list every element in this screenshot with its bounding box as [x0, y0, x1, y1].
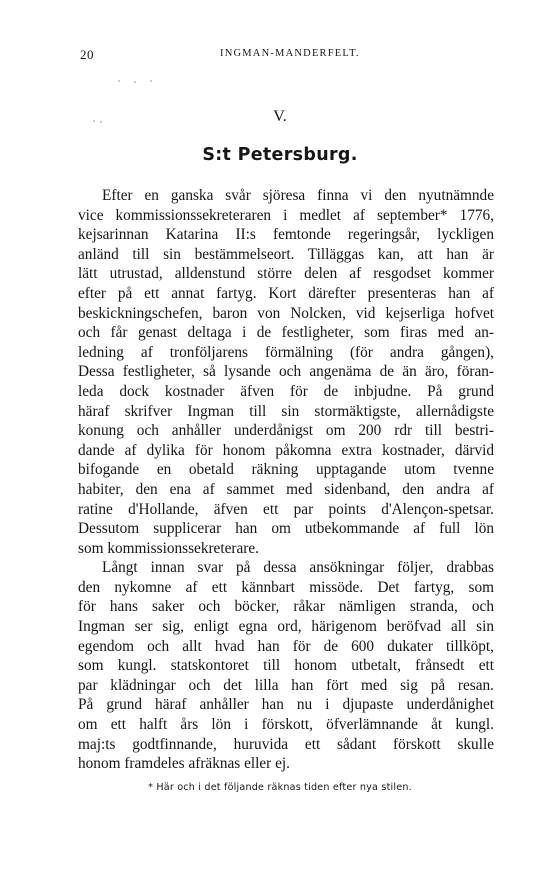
text-line: bifogande en obetald räkning upptagande utom tvenne	[78, 461, 494, 479]
text-line: ratine d'Hollande, äfven ett par points d'Alençon-spetsar.	[78, 500, 494, 518]
text-line: beskickningschefen, baron von Nolcken, vid kejserliga hofvet	[78, 304, 494, 322]
text-line: kejsarinnan Katarina II:s femtonde regeringsår, lyckligen	[78, 226, 494, 244]
text-line: leda dock kostnader äfven för de inbjudne. På grund	[78, 382, 494, 400]
text-line: honom framdeles afräknas eller ej.	[78, 755, 290, 773]
text-line: lätt utrustad, alldenstund större delen af resgodset kommer	[78, 265, 494, 283]
text-line: Ingman ser sig, enligt egna ord, härigenom beröfvad all sin	[78, 618, 494, 636]
chapter-number: V.	[273, 108, 287, 125]
text-line: egendom och allt hvad han för de 600 dukater tillköpt,	[78, 637, 494, 655]
text-line: Dessutom supplicerar han om utbekommande af full lön	[78, 520, 494, 538]
text-line: På grund häraf anhåller han nu i djupaste underdånighet	[78, 696, 494, 714]
paragraph-2	[78, 558, 494, 774]
text-line: Långt innan svar på dessa ansökningar följer, drabbas	[102, 559, 494, 577]
footnote: * Här och i det följande räknas tiden efter nya stilen.	[148, 782, 412, 793]
text-line: habiter, den ena af sammet med sidenband, den andra af	[78, 480, 494, 498]
page-number: 20	[80, 47, 94, 62]
text-line: efter på ett annat fartyg. Kort därefter presenteras han af	[78, 284, 494, 302]
text-line: dande af dylika för honom påkomna extra kostnader, därvid	[78, 441, 494, 459]
text-line: den nykomne af ett kännbart missöde. Det fartyg, som	[78, 578, 494, 596]
running-title: INGMAN-MANDERFELT.	[220, 48, 360, 59]
text-line: vice kommissionssekreteraren i medlet af september* 1776,	[78, 206, 494, 224]
text-line: maj:ts godtfinnande, huruvida ett sådant förskott skulle	[78, 735, 494, 753]
text-line: Dessa festligheter, så lysande och angenäma de än äro, föran-	[78, 363, 494, 381]
text-line: om ett halft års lön i förskott, öfverlämnande åt kungl.	[78, 716, 494, 734]
chapter-title: S:t Petersburg.	[202, 145, 358, 165]
running-head	[80, 47, 490, 63]
print-speck	[134, 81, 136, 83]
text-line: häraf skrifver Ingman till sin stormäktigste, allernådigste	[78, 402, 494, 420]
text-line: för hans saker och böcker, råkar nämligen stranda, och	[78, 598, 494, 616]
text-line: par klädningar och det lilla han fört med sig på resan.	[78, 676, 494, 694]
text-line: som kungl. statskontoret till honom utbetalt, frånsedt ett	[78, 657, 494, 675]
print-speck	[150, 80, 152, 82]
text-line: anländ till sin bestämmelseort. Tilläggas kan, att han är	[78, 245, 494, 263]
text-line: och får genast deltaga i de festligheter, som firas med an-	[78, 324, 494, 342]
body-text	[78, 186, 494, 774]
text-line: ledning af tronföljarens förmälning (för andra gången),	[78, 343, 494, 361]
text-line: Efter en ganska svår sjöresa finna vi den nyutnämnde	[102, 187, 494, 204]
print-speck	[118, 80, 120, 82]
paragraph-1	[78, 186, 494, 558]
text-line: konung och anhåller underdånigst om 200 rdr till bestri-	[78, 422, 494, 440]
text-line: som kommissionssekreterare.	[78, 539, 259, 557]
